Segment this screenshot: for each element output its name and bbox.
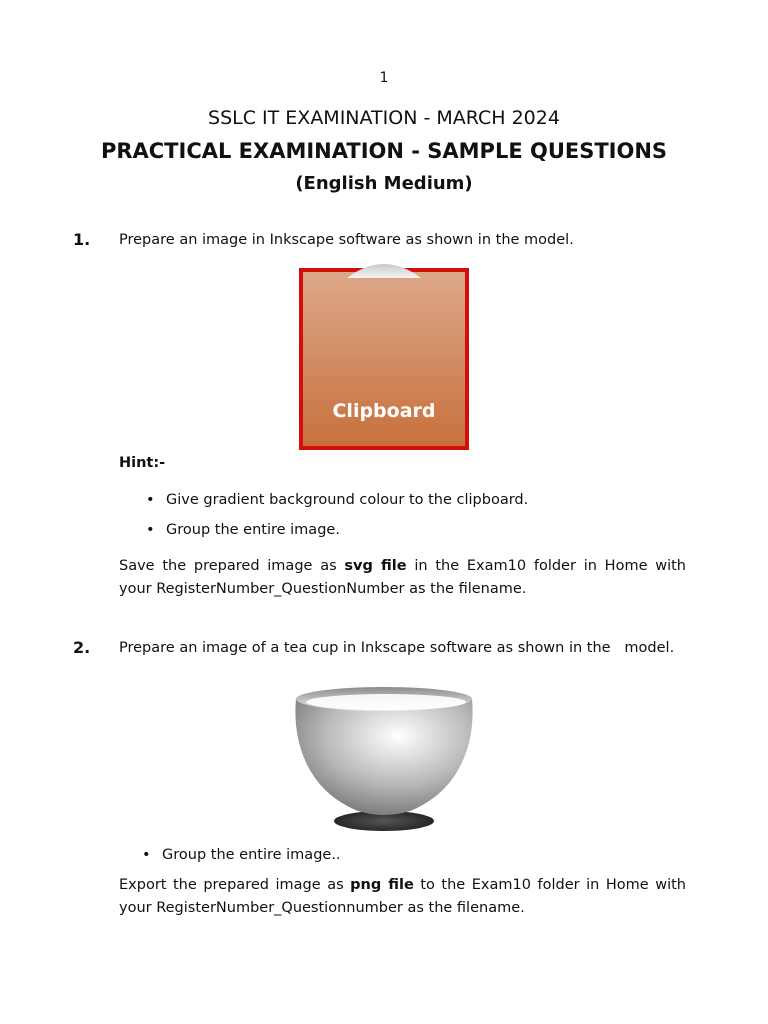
question-1-number: 1. (73, 230, 91, 249)
page-number: 1 (379, 70, 389, 86)
hint-label: Hint:- (119, 455, 166, 471)
medium-label: (English Medium) (295, 173, 473, 194)
question-2-number: 2. (73, 638, 91, 657)
q1-bullet-1: • Give gradient background colour to the clipboard. (146, 492, 529, 508)
exam-title: SSLC IT EXAMINATION - MARCH 2024 (208, 107, 560, 129)
clipboard-label: Clipboard (332, 400, 436, 422)
question-2-text: Prepare an image of a tea cup in Inkscape software as shown in the model. (119, 640, 675, 656)
question-1-text: Prepare an image in Inkscape software as shown in the model. (119, 232, 574, 248)
clipboard-image (298, 258, 470, 452)
q2-bullet-1: • Group the entire image.. (142, 847, 341, 863)
exam-subtitle: PRACTICAL EXAMINATION - SAMPLE QUESTIONS (100, 139, 668, 163)
q1-bullet-2: • Group the entire image. (146, 522, 340, 538)
q1-save-instruction: Save the prepared image as svg file in the Exam10 folder in Home with your RegisterNumber_QuestionNumber as the filename. (119, 558, 687, 597)
tea-cup-image (288, 683, 480, 835)
q2-export-instruction: Export the prepared image as png file to the Exam10 folder in Home with your RegisterNumber_Questionnumber as the filename. (119, 877, 686, 916)
